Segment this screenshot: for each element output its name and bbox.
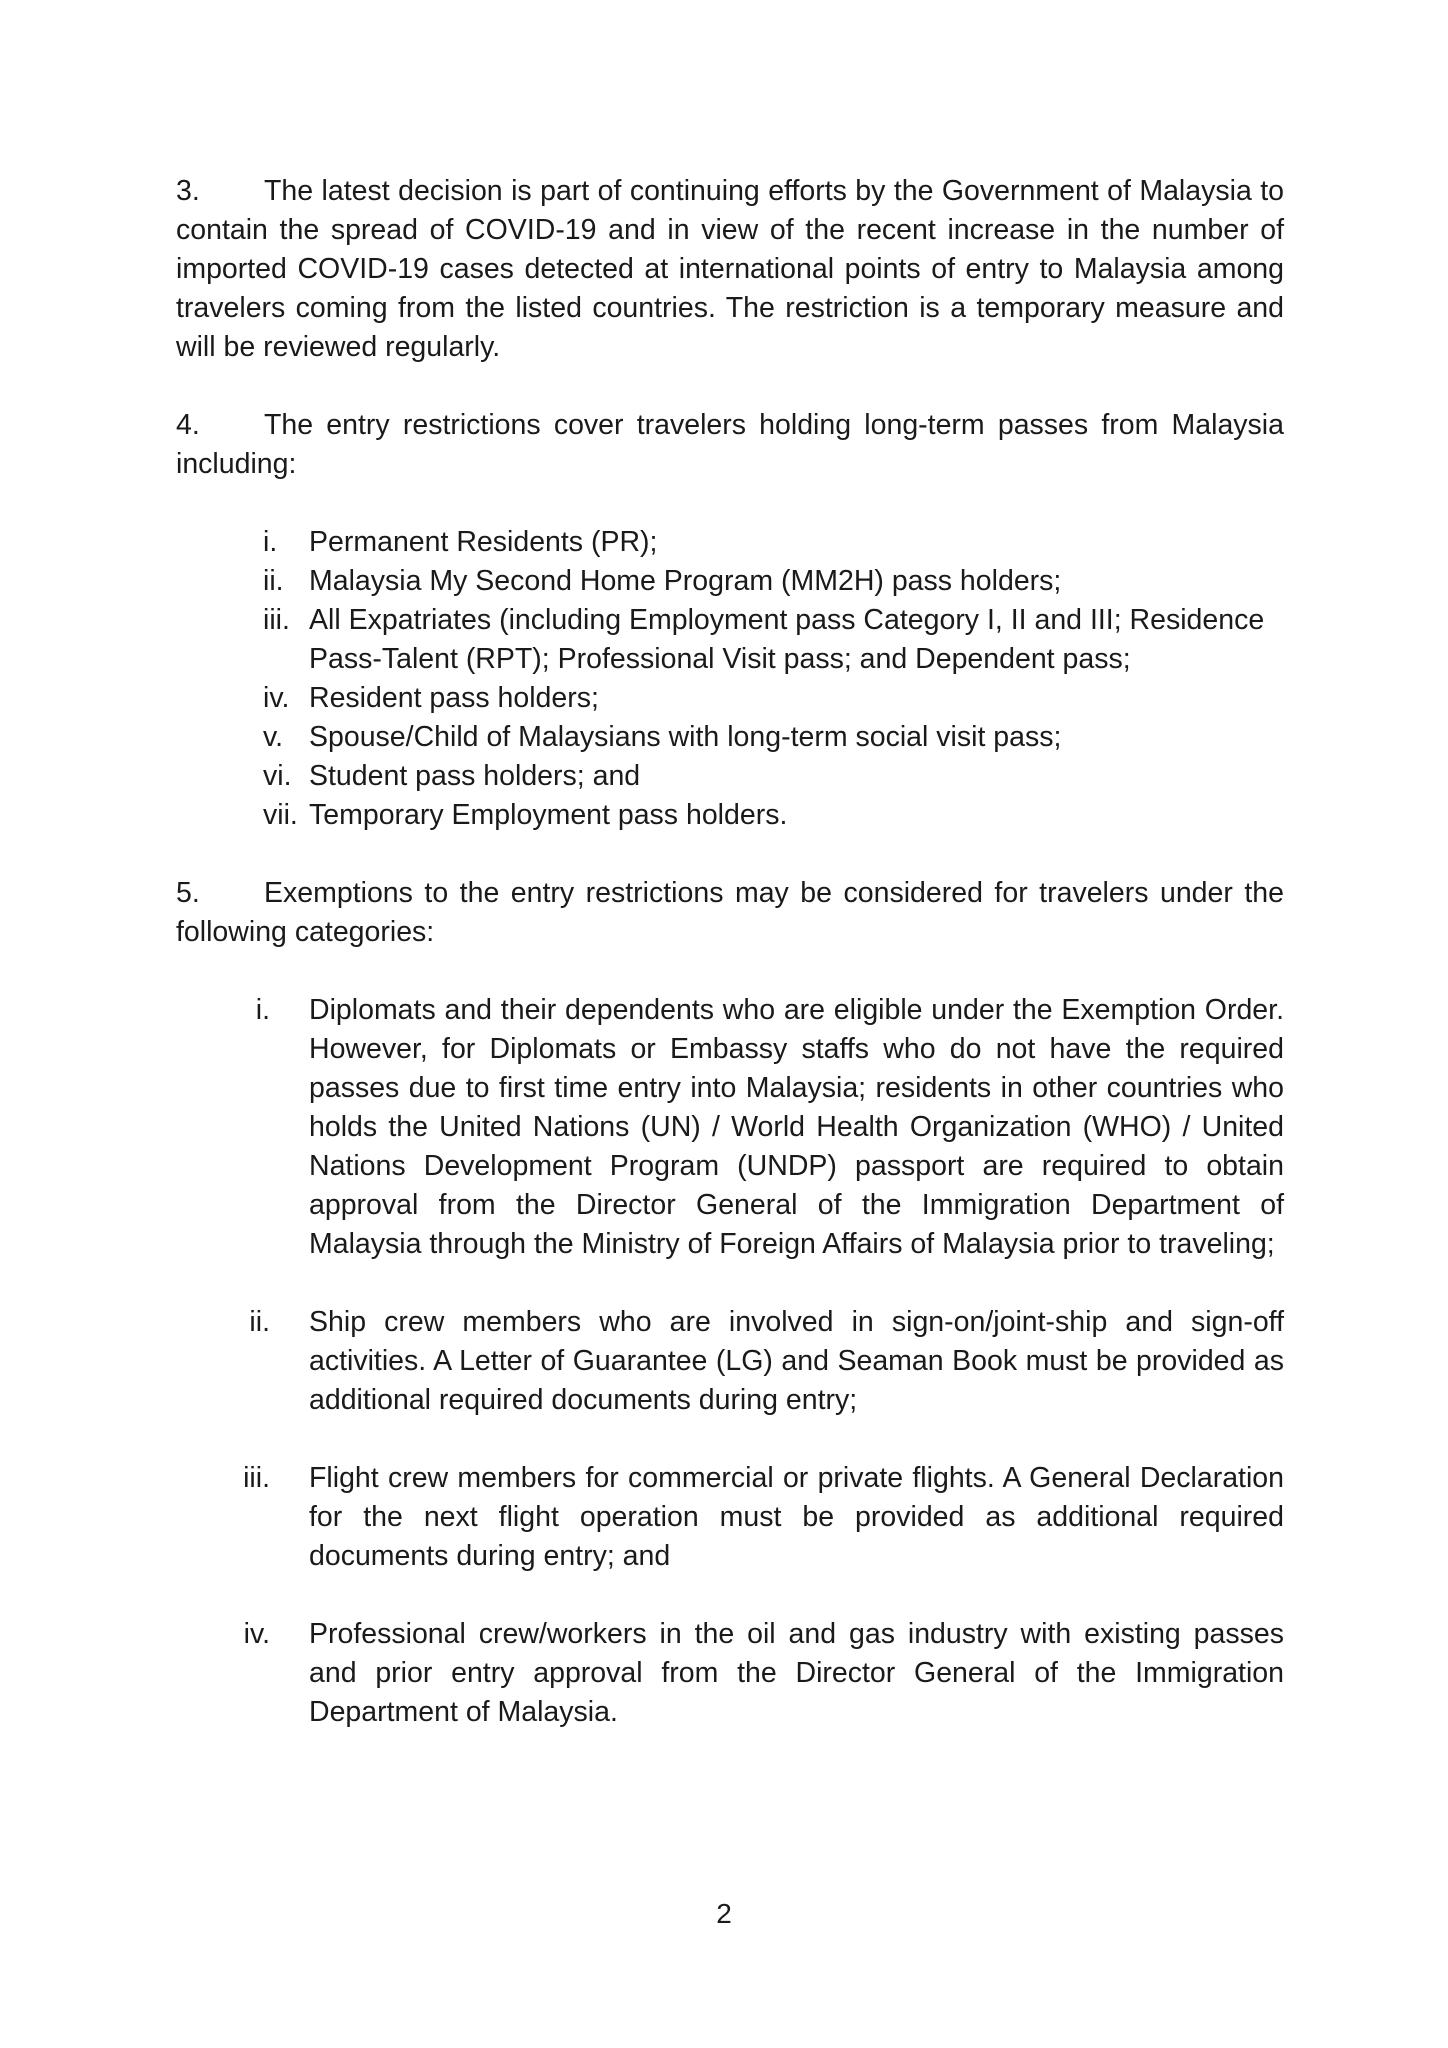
paragraph-5 (176, 874, 1284, 952)
list-item (176, 523, 1284, 562)
list-item (176, 796, 1284, 835)
list-item (176, 1615, 1284, 1732)
list-item-text: Student pass holders; and (309, 760, 641, 792)
exemption-list (176, 991, 1284, 1732)
list-item (176, 1459, 1284, 1576)
list-numeral: v. (263, 721, 284, 753)
list-item-text: Ship crew members who are involved in sign-on/joint-ship and sign-off activities. A Letter of Guarantee (LG) and Seaman Book must be provided as additional required documents during entry; (309, 1306, 1284, 1416)
pass-holder-list (176, 523, 1284, 835)
list-numeral: iv. (243, 1618, 270, 1650)
list-item (176, 1303, 1284, 1420)
list-numeral: ii. (249, 1306, 270, 1338)
list-item (176, 562, 1284, 601)
list-item-text: Professional crew/workers in the oil and gas industry with existing passes and prior entry approval from the Director General of the Immigration Department of Malaysia. (309, 1618, 1284, 1728)
list-item (176, 601, 1284, 679)
list-numeral: iv. (263, 682, 290, 714)
list-item-text: Temporary Employment pass holders. (309, 799, 788, 831)
list-item (176, 757, 1284, 796)
paragraph-number: 5. (176, 877, 200, 909)
list-item (176, 718, 1284, 757)
list-numeral: i. (263, 526, 278, 558)
list-numeral: i. (255, 994, 270, 1026)
list-item-text: Flight crew members for commercial or private flights. A General Declaration for the next flight operation must be provided as additional required documents during entry; and (309, 1462, 1284, 1572)
list-numeral: iii. (263, 604, 290, 636)
list-item-text: Malaysia My Second Home Program (MM2H) pass holders; (309, 565, 1062, 597)
list-item (176, 991, 1284, 1264)
paragraph-number: 4. (176, 409, 200, 441)
list-numeral: ii. (263, 565, 284, 597)
paragraph-text: The entry restrictions cover travelers holding long-term passes from Malaysia including: (176, 409, 1284, 480)
list-item-text: Diplomats and their dependents who are eligible under the Exemption Order. However, for Diplomats or Embassy staffs who do not have the required passes due to first time entry into Malaysia; residents in other countries who holds the United Nations (UN) / World Health Organization (WHO) / United Nations Development Program (UNDP) passport are required to obtain approval from the Director General of the Immigration Department of Malaysia through the Ministry of Foreign Affairs of Malaysia prior to traveling; (309, 994, 1284, 1260)
document-body (176, 172, 1284, 1771)
list-item-text: Spouse/Child of Malaysians with long-term social visit pass; (309, 721, 1062, 753)
paragraph-text: Exemptions to the entry restrictions may be considered for travelers under the following categories: (176, 877, 1284, 948)
list-item-text: Resident pass holders; (309, 682, 599, 714)
paragraph-number: 3. (176, 175, 200, 207)
list-item-text: All Expatriates (including Employment pass Category I, II and III; Residence Pass-Talent (RPT); Professional Visit pass; and Dependent pass; (309, 604, 1265, 675)
list-item (176, 679, 1284, 718)
list-item-text: Permanent Residents (PR); (309, 526, 658, 558)
paragraph-text: The latest decision is part of continuing efforts by the Government of Malaysia to contain the spread of COVID-19 and in view of the recent increase in the number of imported COVID-19 cases detected at international points of entry to Malaysia among travelers coming from the listed countries. The restriction is a temporary measure and will be reviewed regularly. (176, 175, 1284, 363)
paragraph-3 (176, 172, 1284, 367)
list-numeral: iii. (243, 1462, 270, 1494)
page-number: 2 (716, 1898, 732, 1929)
paragraph-4 (176, 406, 1284, 484)
list-numeral: vi. (263, 760, 292, 792)
list-numeral: vii. (263, 799, 298, 831)
